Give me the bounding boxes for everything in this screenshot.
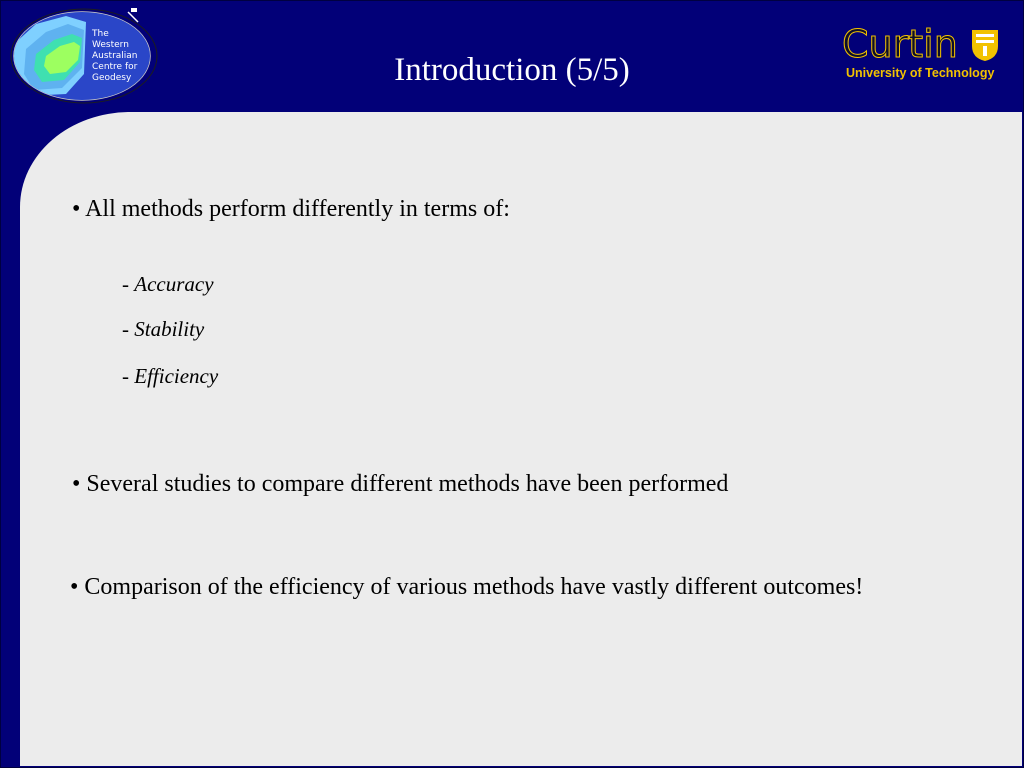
sub-item-efficiency — [122, 362, 218, 390]
sub-item-label: Efficiency — [134, 364, 219, 388]
sub-item-stability — [122, 315, 204, 343]
geodesy-logo — [6, 4, 162, 108]
curtin-crest-icon — [970, 28, 1000, 62]
geodesy-globe-icon — [6, 4, 162, 108]
slide-title: Introduction (5/5) — [394, 52, 630, 88]
sub-item-accuracy — [122, 270, 214, 298]
sub-item-dash: - — [122, 317, 135, 341]
sub-item-dash: - — [122, 272, 135, 296]
sub-item-label: Accuracy — [134, 272, 214, 296]
bullet-comparison-efficiency: • Comparison of the efficiency of various methods have vastly different outcomes! — [70, 574, 864, 600]
sub-item-dash: - — [122, 364, 135, 388]
bullet-several-studies: • Several studies to compare different methods have been performed — [72, 471, 729, 497]
curtin-wordmark: Curtin — [842, 22, 958, 66]
geodesy-logo-text: The Western Australian Centre for Geodesy — [92, 29, 138, 83]
sub-item-label: Stability — [134, 317, 205, 341]
curtin-subtitle: University of Technology — [846, 66, 995, 80]
curtin-logo — [842, 22, 1004, 84]
bullet-methods-perform: • All methods perform differently in terms of: — [72, 196, 510, 222]
